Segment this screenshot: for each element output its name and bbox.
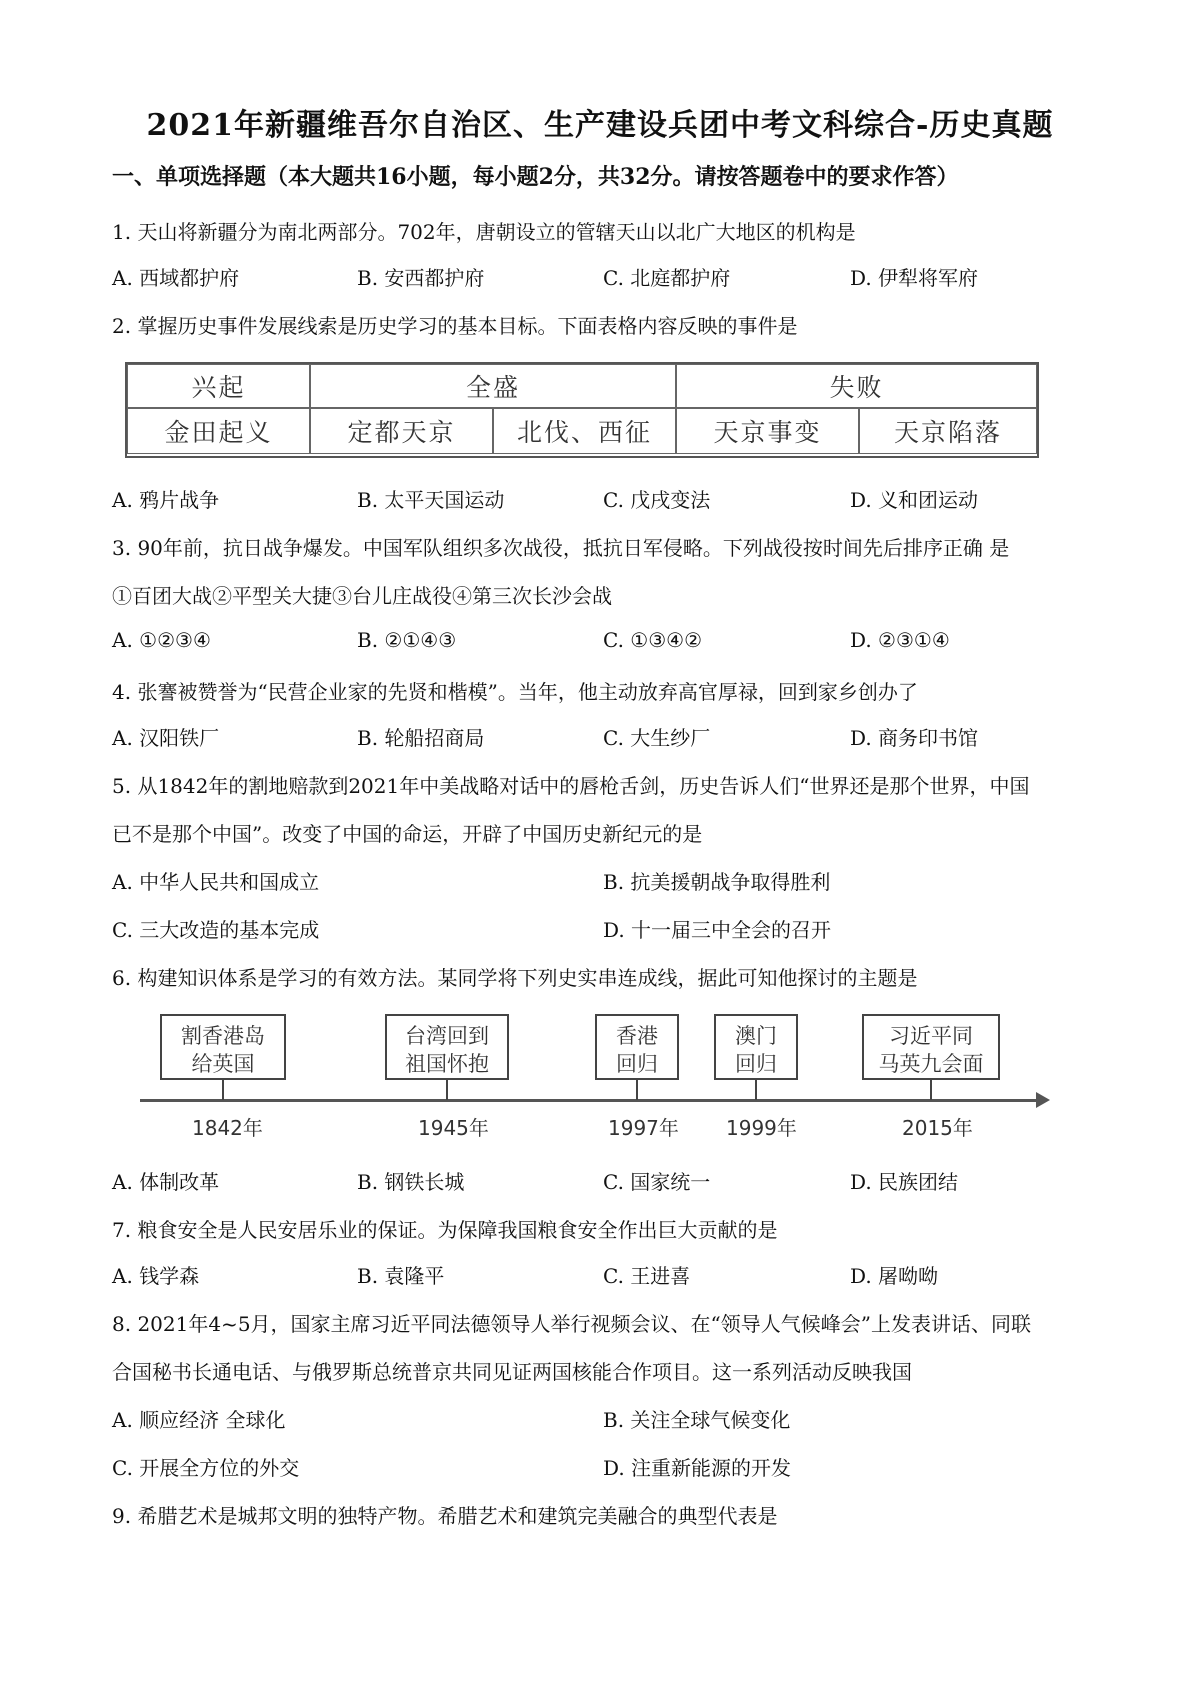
q3-option-b[interactable]: B. ②①④③	[357, 628, 457, 652]
question-7-stem: 7. 粮食安全是人民安居乐业的保证。为保障我国粮食安全作出巨大贡献的是	[112, 1218, 778, 1242]
timeline-event-3	[595, 1014, 679, 1080]
timeline-year-1: 1842年	[192, 1116, 263, 1140]
q7-option-d[interactable]: D. 屠呦呦	[850, 1264, 939, 1288]
table-header-rise: 兴起	[127, 364, 310, 408]
q5-option-c[interactable]: C. 三大改造的基本完成	[112, 918, 320, 942]
q4-option-a[interactable]: A. 汉阳铁厂	[112, 726, 220, 750]
section-heading: 一、单项选择题（本大题共16小题，每小题2分，共32分。请按答题卷中的要求作答）	[112, 164, 959, 190]
q2-option-b[interactable]: B. 太平天国运动	[357, 488, 505, 512]
table-cell: 天京陷落	[859, 408, 1037, 454]
question-5-stem: 5. 从1842年的割地赔款到2021年中美战略对话中的唇枪舌剑，历史告诉人们“世界还是那个世界，中国	[112, 774, 1030, 798]
timeline-year-3: 1997年	[608, 1116, 679, 1140]
timeline-year-4: 1999年	[726, 1116, 797, 1140]
timeline-event-1-line2: 给英国	[191, 1052, 255, 1076]
timeline-stem	[930, 1080, 932, 1100]
q5-option-b[interactable]: B. 抗美援朝战争取得胜利	[603, 870, 831, 894]
timeline-event-3-line1: 香港	[616, 1024, 658, 1048]
table-cell: 北伐、西征	[493, 408, 676, 454]
table-header-peak: 全盛	[310, 364, 676, 408]
timeline-event-4	[714, 1014, 798, 1080]
timeline-event-5	[862, 1014, 1000, 1080]
q6-option-a[interactable]: A. 体制改革	[112, 1170, 220, 1194]
timeline-event-1-line1: 割香港岛	[181, 1024, 265, 1048]
timeline-stem	[446, 1080, 448, 1100]
timeline-event-2-line1: 台湾回到	[405, 1024, 489, 1048]
q3-option-a[interactable]: A. ①②③④	[112, 628, 211, 652]
timeline-event-3-line2: 回归	[616, 1052, 658, 1076]
question-9-stem: 9. 希腊艺术是城邦文明的独特产物。希腊艺术和建筑完美融合的典型代表是	[112, 1504, 778, 1528]
question-8-stem: 8. 2021年4~5月，国家主席习近平同法德领导人举行视频会议、在“领导人气候峰会”上发表讲话、同联	[112, 1312, 1031, 1336]
table-header-fall: 失败	[676, 364, 1037, 408]
q2-option-d[interactable]: D. 义和团运动	[850, 488, 979, 512]
q6-option-b[interactable]: B. 钢铁长城	[357, 1170, 465, 1194]
q2-option-a[interactable]: A. 鸦片战争	[112, 488, 220, 512]
timeline-event-4-line2: 回归	[735, 1052, 777, 1076]
events-table	[125, 362, 1039, 458]
timeline-stem	[755, 1080, 757, 1100]
q7-option-a[interactable]: A. 钱学森	[112, 1264, 200, 1288]
q4-option-d[interactable]: D. 商务印书馆	[850, 726, 979, 750]
timeline-event-1	[160, 1014, 286, 1080]
table-cell: 天京事变	[676, 408, 859, 454]
question-6-stem: 6. 构建知识体系是学习的有效方法。某同学将下列史实串连成线，据此可知他探讨的主题是	[112, 966, 918, 990]
q1-option-a[interactable]: A. 西域都护府	[112, 266, 240, 290]
table-cell: 金田起义	[127, 408, 310, 454]
q1-option-b[interactable]: B. 安西都护府	[357, 266, 485, 290]
q7-option-c[interactable]: C. 王进喜	[603, 1264, 691, 1288]
timeline-stem	[636, 1080, 638, 1100]
q7-option-b[interactable]: B. 袁隆平	[357, 1264, 445, 1288]
timeline-year-5: 2015年	[902, 1116, 973, 1140]
q8-option-a[interactable]: A. 顺应经济 全球化	[112, 1408, 286, 1432]
page-title: 2021年新疆维吾尔自治区、生产建设兵团中考文科综合-历史真题	[146, 108, 1054, 143]
q6-option-c[interactable]: C. 国家统一	[603, 1170, 711, 1194]
question-1-stem: 1. 天山将新疆分为南北两部分。702年，唐朝设立的管辖天山以北广大地区的机构是	[112, 220, 856, 244]
timeline-event-4-line1: 澳门	[735, 1024, 777, 1048]
timeline-event-2-line2: 祖国怀抱	[405, 1052, 489, 1076]
timeline-year-2: 1945年	[418, 1116, 489, 1140]
timeline-event-5-line2: 马英九会面	[878, 1052, 984, 1076]
q1-option-c[interactable]: C. 北庭都护府	[603, 266, 731, 290]
q8-option-b[interactable]: B. 关注全球气候变化	[603, 1408, 791, 1432]
question-3-items: ①百团大战②平型关大捷③台儿庄战役④第三次长沙会战	[112, 584, 612, 608]
q8-option-c[interactable]: C. 开展全方位的外交	[112, 1456, 300, 1480]
timeline-stem	[222, 1080, 224, 1100]
timeline-event-5-line1: 习近平同	[889, 1024, 973, 1048]
question-8-stem-cont: 合国秘书长通电话、与俄罗斯总统普京共同见证两国核能合作项目。这一系列活动反映我国	[112, 1360, 912, 1384]
q4-option-c[interactable]: C. 大生纱厂	[603, 726, 711, 750]
q8-option-d[interactable]: D. 注重新能源的开发	[603, 1456, 792, 1480]
q3-option-d[interactable]: D. ②③①④	[850, 628, 950, 652]
timeline-arrow-icon	[1036, 1092, 1050, 1108]
q3-option-c[interactable]: C. ①③④②	[603, 628, 703, 652]
timeline-event-2	[385, 1014, 509, 1080]
q6-option-d[interactable]: D. 民族团结	[850, 1170, 959, 1194]
table-cell: 定都天京	[310, 408, 493, 454]
q4-option-b[interactable]: B. 轮船招商局	[357, 726, 485, 750]
question-3-stem: 3. 90年前，抗日战争爆发。中国军队组织多次战役，抵抗日军侵略。下列战役按时间先后排序正确 是	[112, 536, 1010, 560]
q2-option-c[interactable]: C. 戊戌变法	[603, 488, 711, 512]
timeline-axis	[140, 1099, 1040, 1102]
q5-option-d[interactable]: D. 十一届三中全会的召开	[603, 918, 832, 942]
question-4-stem: 4. 张謇被赞誉为“民营企业家的先贤和楷模”。当年，他主动放弃高官厚禄，回到家乡创办了	[112, 680, 918, 704]
q1-option-d[interactable]: D. 伊犁将军府	[850, 266, 979, 290]
question-5-stem-cont: 已不是那个中国”。改变了中国的命运，开辟了中国历史新纪元的是	[112, 822, 703, 846]
question-2-stem: 2. 掌握历史事件发展线索是历史学习的基本目标。下面表格内容反映的事件是	[112, 314, 798, 338]
q5-option-a[interactable]: A. 中华人民共和国成立	[112, 870, 320, 894]
